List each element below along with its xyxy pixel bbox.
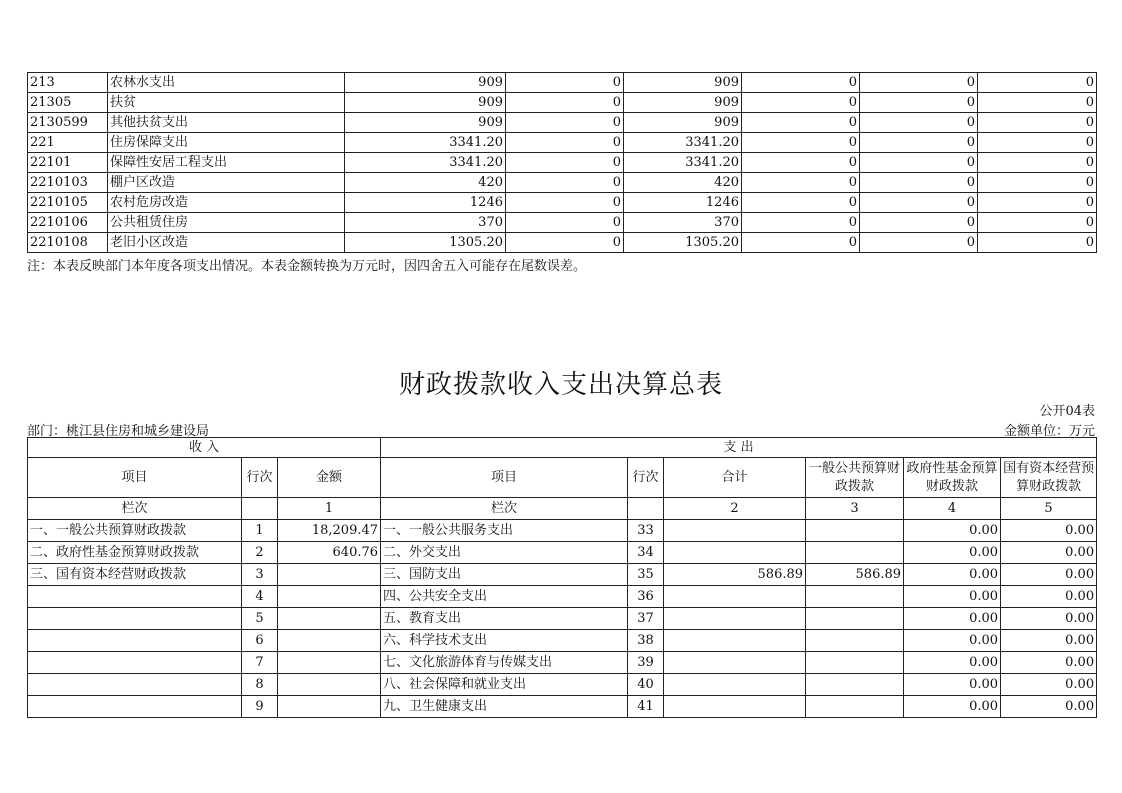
income-item bbox=[28, 586, 242, 608]
income-item bbox=[28, 652, 242, 674]
income-amount: 18,209.47 bbox=[278, 520, 381, 542]
total-amount bbox=[664, 652, 806, 674]
value-cell: 1246 bbox=[345, 193, 506, 213]
value-cell: 909 bbox=[345, 113, 506, 133]
value-cell: 0 bbox=[742, 193, 860, 213]
gov-fund-amount: 0.00 bbox=[904, 608, 1001, 630]
value-cell: 0 bbox=[978, 173, 1097, 193]
table-row bbox=[28, 133, 1097, 153]
account-code: 2210105 bbox=[28, 193, 108, 213]
table-row bbox=[28, 193, 1097, 213]
table-row bbox=[28, 153, 1097, 173]
total-amount bbox=[664, 630, 806, 652]
form-number: 公开04表 bbox=[1039, 404, 1095, 419]
state-capital-amount: 0.00 bbox=[1001, 520, 1097, 542]
expense-item: 一、一般公共服务支出 bbox=[381, 520, 628, 542]
expense-item: 三、国防支出 bbox=[381, 564, 628, 586]
state-capital-amount: 0.00 bbox=[1001, 586, 1097, 608]
value-cell: 0 bbox=[742, 73, 860, 93]
income-line-no: 6 bbox=[242, 630, 278, 652]
income-amount bbox=[278, 674, 381, 696]
total-amount bbox=[664, 674, 806, 696]
state-capital-amount: 0.00 bbox=[1001, 696, 1097, 718]
income-column-label: 栏次 bbox=[28, 498, 242, 520]
value-cell: 0 bbox=[860, 213, 978, 233]
general-budget-amount: 586.89 bbox=[806, 564, 904, 586]
account-name: 保障性安居工程支出 bbox=[108, 153, 345, 173]
expense-line-no-header: 行次 bbox=[628, 458, 664, 498]
table-row bbox=[28, 173, 1097, 193]
state-capital-amount: 0.00 bbox=[1001, 608, 1097, 630]
value-cell: 0 bbox=[978, 153, 1097, 173]
value-cell: 0 bbox=[978, 133, 1097, 153]
value-cell: 909 bbox=[624, 73, 742, 93]
income-line-no: 7 bbox=[242, 652, 278, 674]
value-cell: 1305.20 bbox=[624, 233, 742, 253]
state-capital-amount: 0.00 bbox=[1001, 652, 1097, 674]
income-amount: 640.76 bbox=[278, 542, 381, 564]
expense-line-no: 39 bbox=[628, 652, 664, 674]
income-line-no: 3 bbox=[242, 564, 278, 586]
general-budget-amount bbox=[806, 542, 904, 564]
value-cell: 909 bbox=[624, 93, 742, 113]
table-row bbox=[28, 630, 1097, 652]
account-code: 221 bbox=[28, 133, 108, 153]
table-row bbox=[28, 652, 1097, 674]
col-1-index: 1 bbox=[278, 498, 381, 520]
value-cell: 3341.20 bbox=[624, 133, 742, 153]
general-budget-amount bbox=[806, 608, 904, 630]
section-header-row bbox=[28, 438, 1097, 458]
value-cell: 3341.20 bbox=[624, 153, 742, 173]
general-budget-amount bbox=[806, 520, 904, 542]
table-row bbox=[28, 696, 1097, 718]
income-line-no-header: 行次 bbox=[242, 458, 278, 498]
table-row bbox=[28, 213, 1097, 233]
table-row bbox=[28, 520, 1097, 542]
expense-column-label: 栏次 bbox=[381, 498, 628, 520]
value-cell: 3341.20 bbox=[345, 153, 506, 173]
value-cell: 0 bbox=[978, 113, 1097, 133]
total-amount bbox=[664, 586, 806, 608]
value-cell: 0 bbox=[506, 93, 624, 113]
account-name: 公共租赁住房 bbox=[108, 213, 345, 233]
table-row bbox=[28, 93, 1097, 113]
value-cell: 420 bbox=[624, 173, 742, 193]
table-row bbox=[28, 542, 1097, 564]
income-amount bbox=[278, 586, 381, 608]
expense-item: 二、外交支出 bbox=[381, 542, 628, 564]
table-row bbox=[28, 564, 1097, 586]
state-capital-amount: 0.00 bbox=[1001, 542, 1097, 564]
value-cell: 0 bbox=[506, 213, 624, 233]
value-cell: 1246 bbox=[624, 193, 742, 213]
summary-table bbox=[27, 437, 1097, 718]
gov-fund-amount: 0.00 bbox=[904, 586, 1001, 608]
value-cell: 370 bbox=[624, 213, 742, 233]
income-line-no: 2 bbox=[242, 542, 278, 564]
account-name: 其他扶贫支出 bbox=[108, 113, 345, 133]
state-capital-amount: 0.00 bbox=[1001, 630, 1097, 652]
gov-fund-amount: 0.00 bbox=[904, 674, 1001, 696]
total-amount bbox=[664, 542, 806, 564]
table-note: 注：本表反映部门本年度各项支出情况。本表金额转换为万元时，因四舍五入可能存在尾数误差。 bbox=[27, 259, 587, 274]
total-amount bbox=[664, 696, 806, 718]
value-cell: 0 bbox=[506, 113, 624, 133]
gov-fund-amount: 0.00 bbox=[904, 564, 1001, 586]
expense-line-no: 37 bbox=[628, 608, 664, 630]
account-code: 213 bbox=[28, 73, 108, 93]
value-cell: 0 bbox=[860, 73, 978, 93]
page-title: 财政拨款收入支出决算总表 bbox=[398, 370, 723, 400]
expense-line-no: 36 bbox=[628, 586, 664, 608]
expense-item: 四、公共安全支出 bbox=[381, 586, 628, 608]
account-name: 农林水支出 bbox=[108, 73, 345, 93]
gov-fund-amount: 0.00 bbox=[904, 542, 1001, 564]
income-amount bbox=[278, 630, 381, 652]
state-capital-amount: 0.00 bbox=[1001, 674, 1097, 696]
total-amount: 586.89 bbox=[664, 564, 806, 586]
gov-fund-amount: 0.00 bbox=[904, 652, 1001, 674]
expense-line-no: 33 bbox=[628, 520, 664, 542]
state-capital-header: 国有资本经营预算财政拨款 bbox=[1001, 458, 1097, 498]
value-cell: 0 bbox=[860, 153, 978, 173]
department-label: 部门：桃江县住房和城乡建设局 bbox=[27, 424, 210, 439]
value-cell: 0 bbox=[506, 233, 624, 253]
expense-line-no: 40 bbox=[628, 674, 664, 696]
account-code: 2210103 bbox=[28, 173, 108, 193]
general-budget-amount bbox=[806, 696, 904, 718]
value-cell: 0 bbox=[978, 73, 1097, 93]
unit-label: 金额单位：万元 bbox=[1003, 424, 1095, 439]
total-amount bbox=[664, 520, 806, 542]
income-line-no: 1 bbox=[242, 520, 278, 542]
total-header: 合计 bbox=[664, 458, 806, 498]
income-item: 三、国有资本经营财政拨款 bbox=[28, 564, 242, 586]
col-4-index: 4 bbox=[904, 498, 1001, 520]
income-item-header: 项目 bbox=[28, 458, 242, 498]
value-cell: 420 bbox=[345, 173, 506, 193]
account-name: 棚户区改造 bbox=[108, 173, 345, 193]
income-item: 一、一般公共预算财政拨款 bbox=[28, 520, 242, 542]
income-header: 收 入 bbox=[28, 438, 381, 458]
value-cell: 0 bbox=[860, 193, 978, 213]
general-budget-amount bbox=[806, 652, 904, 674]
income-line-no: 9 bbox=[242, 696, 278, 718]
income-item bbox=[28, 674, 242, 696]
column-header-row bbox=[28, 458, 1097, 498]
value-cell: 909 bbox=[345, 73, 506, 93]
income-amount bbox=[278, 564, 381, 586]
expense-header: 支 出 bbox=[381, 438, 1097, 458]
table-row bbox=[28, 113, 1097, 133]
general-budget-amount bbox=[806, 630, 904, 652]
expense-item: 五、教育支出 bbox=[381, 608, 628, 630]
account-code: 21305 bbox=[28, 93, 108, 113]
expense-item-header: 项目 bbox=[381, 458, 628, 498]
value-cell: 0 bbox=[978, 193, 1097, 213]
account-name: 住房保障支出 bbox=[108, 133, 345, 153]
value-cell: 0 bbox=[742, 153, 860, 173]
income-amount bbox=[278, 608, 381, 630]
value-cell: 0 bbox=[860, 173, 978, 193]
value-cell: 0 bbox=[742, 233, 860, 253]
gov-fund-header: 政府性基金预算财政拨款 bbox=[904, 458, 1001, 498]
income-item bbox=[28, 696, 242, 718]
table-row bbox=[28, 73, 1097, 93]
col-5-index: 5 bbox=[1001, 498, 1097, 520]
value-cell: 0 bbox=[860, 113, 978, 133]
gov-fund-amount: 0.00 bbox=[904, 630, 1001, 652]
value-cell: 3341.20 bbox=[345, 133, 506, 153]
account-code: 22101 bbox=[28, 153, 108, 173]
account-name: 扶贫 bbox=[108, 93, 345, 113]
table-row bbox=[28, 586, 1097, 608]
account-name: 老旧小区改造 bbox=[108, 233, 345, 253]
value-cell: 0 bbox=[742, 213, 860, 233]
col-3-index: 3 bbox=[806, 498, 904, 520]
table-row bbox=[28, 233, 1097, 253]
income-amount bbox=[278, 652, 381, 674]
income-item: 二、政府性基金预算财政拨款 bbox=[28, 542, 242, 564]
expense-item: 六、科学技术支出 bbox=[381, 630, 628, 652]
account-code: 2210106 bbox=[28, 213, 108, 233]
account-name: 农村危房改造 bbox=[108, 193, 345, 213]
value-cell: 0 bbox=[860, 233, 978, 253]
value-cell: 370 bbox=[345, 213, 506, 233]
income-line-no: 8 bbox=[242, 674, 278, 696]
value-cell: 909 bbox=[345, 93, 506, 113]
income-line-no: 4 bbox=[242, 586, 278, 608]
value-cell: 909 bbox=[624, 113, 742, 133]
col-2-index: 2 bbox=[664, 498, 806, 520]
value-cell: 0 bbox=[506, 193, 624, 213]
value-cell: 0 bbox=[742, 93, 860, 113]
gov-fund-amount: 0.00 bbox=[904, 520, 1001, 542]
expense-line-no: 38 bbox=[628, 630, 664, 652]
expense-detail-table bbox=[27, 72, 1097, 253]
value-cell: 0 bbox=[742, 133, 860, 153]
value-cell: 0 bbox=[978, 213, 1097, 233]
gov-fund-amount: 0.00 bbox=[904, 696, 1001, 718]
value-cell: 1305.20 bbox=[345, 233, 506, 253]
value-cell: 0 bbox=[742, 113, 860, 133]
expense-item: 九、卫生健康支出 bbox=[381, 696, 628, 718]
account-code: 2130599 bbox=[28, 113, 108, 133]
table-row bbox=[28, 608, 1097, 630]
value-cell: 0 bbox=[978, 233, 1097, 253]
expense-line-no: 41 bbox=[628, 696, 664, 718]
general-budget-amount bbox=[806, 674, 904, 696]
income-amount-header: 金额 bbox=[278, 458, 381, 498]
value-cell: 0 bbox=[506, 133, 624, 153]
income-item bbox=[28, 608, 242, 630]
column-index-row bbox=[28, 498, 1097, 520]
income-item bbox=[28, 630, 242, 652]
income-amount bbox=[278, 696, 381, 718]
expense-line-no: 35 bbox=[628, 564, 664, 586]
value-cell: 0 bbox=[506, 173, 624, 193]
value-cell: 0 bbox=[978, 93, 1097, 113]
value-cell: 0 bbox=[860, 93, 978, 113]
value-cell: 0 bbox=[860, 133, 978, 153]
general-budget-header: 一般公共预算财政拨款 bbox=[806, 458, 904, 498]
table-row bbox=[28, 674, 1097, 696]
expense-item: 八、社会保障和就业支出 bbox=[381, 674, 628, 696]
value-cell: 0 bbox=[742, 173, 860, 193]
account-code: 2210108 bbox=[28, 233, 108, 253]
income-line-no: 5 bbox=[242, 608, 278, 630]
state-capital-amount: 0.00 bbox=[1001, 564, 1097, 586]
total-amount bbox=[664, 608, 806, 630]
expense-item: 七、文化旅游体育与传媒支出 bbox=[381, 652, 628, 674]
value-cell: 0 bbox=[506, 153, 624, 173]
expense-line-no: 34 bbox=[628, 542, 664, 564]
value-cell: 0 bbox=[506, 73, 624, 93]
general-budget-amount bbox=[806, 586, 904, 608]
